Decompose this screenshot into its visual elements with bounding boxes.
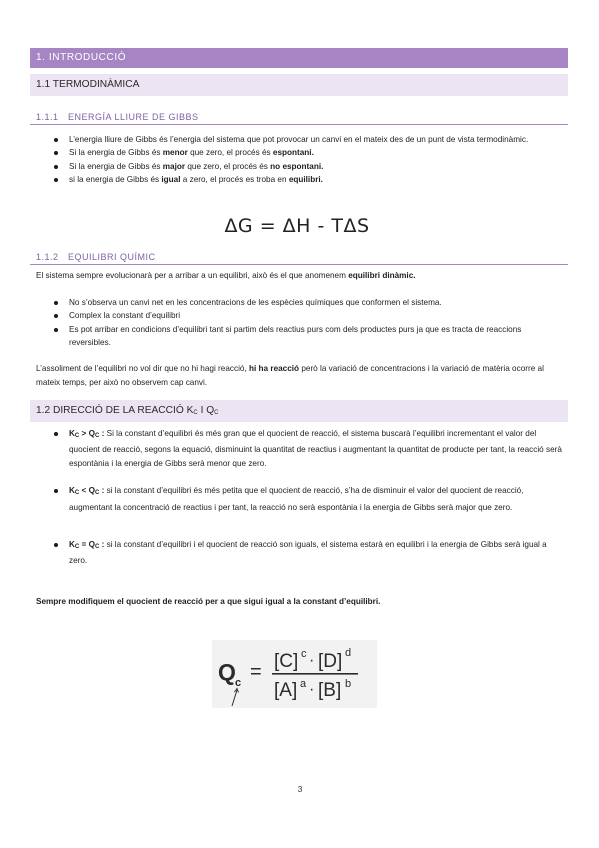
list-item: L’energia lliure de Gibbs és l’energia del sistema que pot provocar un canvi en el mateix des de un punt de vista termodinàmic. [54, 133, 564, 146]
equilibri-paragraph: L’assoliment de l’equilibri no vol dir que no hi hagi reacció, hi ha reacció però la variació de concentracions i la variació de matèria ocorre al mateix temps, per això no observem cap canvi. [36, 364, 544, 387]
qc-den-a: [A] [274, 680, 298, 701]
qc-den-a-exp: a [300, 678, 307, 690]
qc-lhs-sub: c [235, 677, 242, 689]
section-heading-termodinamica: 1.1 TERMODINÀMICA [30, 74, 568, 96]
qc-num-a: [C] [274, 651, 299, 672]
section-heading-introduccio: 1. INTRODUCCIÓ [30, 48, 568, 68]
list-item: Si la energia de Gibbs és menor que zero, el procés és espontani. [54, 146, 564, 159]
page-number: 3 [297, 784, 303, 794]
qc-num-a-exp: c [301, 648, 307, 660]
qc-fraction-bar [272, 673, 358, 675]
list-item: $K_C > Q_C$ : Si la constant d’equilibri és més gran que el quocient de reacció, el sistema buscarà l’equilibri incrementant el valor del quocient de reacció, segons la equació, disminuint la quantitat de reactius i augmentant la quantitat de producte per tant, la reacció serà espontània i la energia de Gibbs serà menor que zero. [54, 427, 564, 470]
list-item: $K_C < Q_C$ : si la constant d’equilibri és més petita que el quocient de reacció, s’ha de disminuir el valor del quocient de reacció, augmentant la concentració de reactius i per tant, la reacció no serà espontània i la energia de Gibbs serà major que zero. [54, 484, 564, 514]
equilibri-intro: El sistema sempre evolucionarà per a arribar a un equilibri, això és el que anomenem equilibri dinàmic. [36, 271, 416, 280]
direccio-bullet-list [54, 427, 564, 582]
qc-den-b: [B] [318, 680, 342, 701]
qc-num-b: [D] [318, 651, 343, 672]
qc-num-dot: · [309, 652, 315, 669]
gibbs-bullet-list [54, 133, 564, 187]
equilibri-bullet-list [54, 296, 564, 350]
qc-formula-svg [212, 640, 377, 708]
section-heading-direccio: 1.2 DIRECCIÓ DE LA REACCIÓ $K_C$ I $Q_C$ [30, 400, 568, 422]
subsection-number: 1.1.1 [36, 112, 59, 122]
qc-lhs: Q [218, 659, 236, 685]
subsection-heading-gibbs [30, 111, 568, 125]
list-item: Si la energia de Gibbs és major que zero, el procés és no espontani. [54, 160, 564, 173]
subsection-heading-equilibri [30, 251, 568, 265]
list-item: $K_C = Q_C$ : si la constant d’equilibri i el quocient de reacció son iguals, el sistema estarà en equilibri i la energia de Gibbs serà igual a zero. [54, 538, 564, 568]
subsection-title: ENERGÍA LLIURE DE GIBBS [68, 112, 199, 122]
qc-formula-image [212, 640, 377, 708]
qc-num-b-exp: d [345, 647, 352, 659]
gibbs-equation: ΔG = ΔH - TΔS [224, 215, 370, 237]
list-item: Es pot arribar en condicions d’equilibri tant si partim dels reactius purs com dels productes purs ja que es tracta de reaccions reversibles. [54, 323, 564, 350]
list-item: Complex la constant d’equilibri [54, 309, 564, 322]
qc-den-b-exp: b [345, 678, 352, 690]
direccio-summary: Sempre modifiquem el quocient de reacció per a que sigui igual a la constant d’equilibri. [36, 597, 381, 606]
qc-den-dot: · [309, 681, 315, 698]
subsection-number: 1.1.2 [36, 252, 59, 262]
qc-equals: = [250, 661, 262, 683]
arrow-icon [232, 690, 237, 706]
list-item: si la energia de Gibbs és igual a zero, el procés es troba en equilibri. [54, 173, 564, 186]
subsection-title: EQUILIBRI QUÍMIC [68, 252, 156, 262]
list-item: No s’observa un canvi net en les concentracions de les espècies químiques que conformen el sistema. [54, 296, 564, 309]
